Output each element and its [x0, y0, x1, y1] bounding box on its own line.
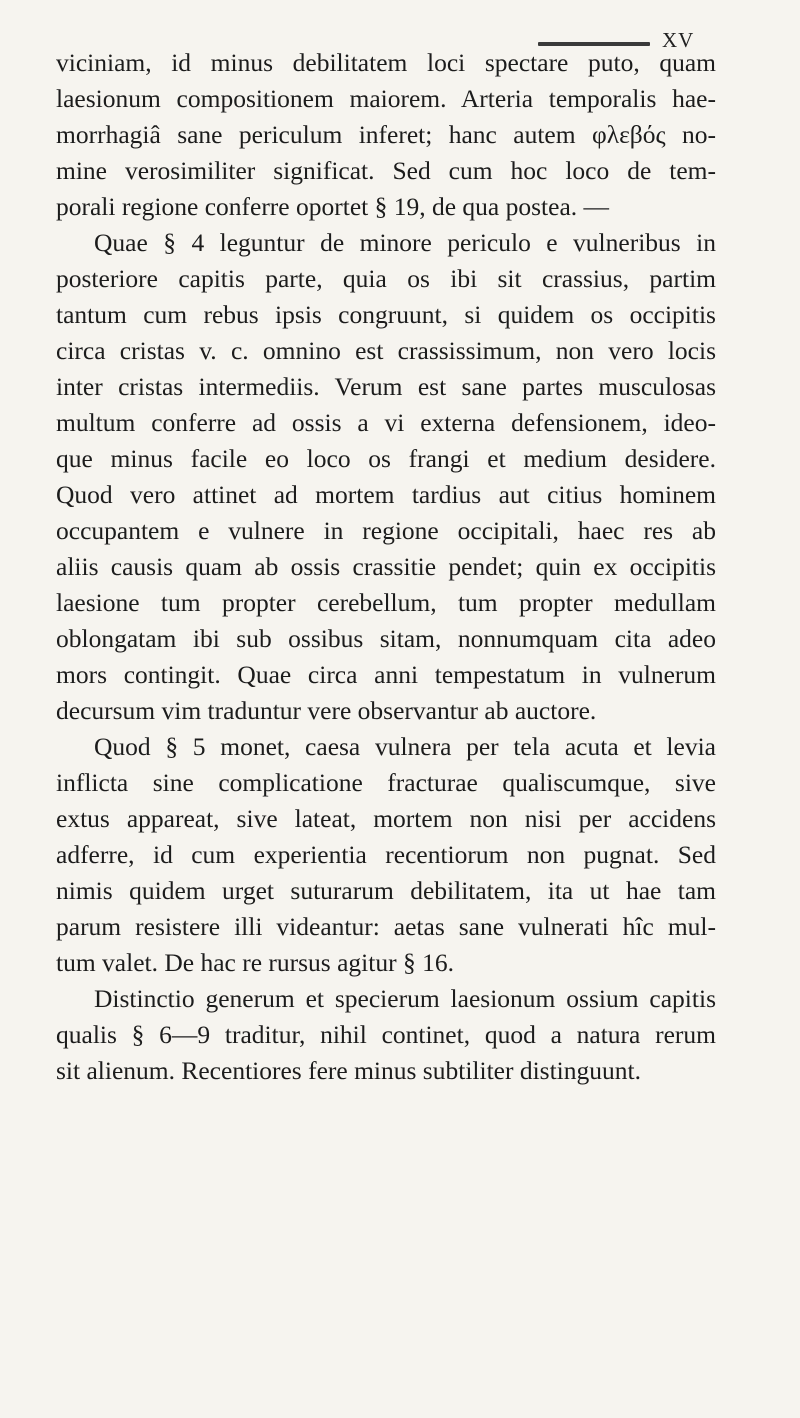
text-line: Quae § 4 leguntur de minore periculo e vulneribus in	[94, 228, 716, 257]
page-number: XV	[662, 28, 695, 52]
text-line: porali regione conferre oportet § 19, de qua postea. —	[56, 192, 610, 221]
text-line: circa cristas v. c. omnino est crassissimum, non vero locis	[56, 336, 716, 365]
text-line: posteriore capitis parte, quia os ibi sit crassius, partim	[56, 264, 716, 293]
text-line: nimis quidem urget suturarum debilitatem, ita ut hae tam	[56, 876, 716, 905]
text-line: multum conferre ad ossis a vi externa defensionem, ideo-	[56, 408, 716, 437]
text-line: oblongatam ibi sub ossibus sitam, nonnumquam cita adeo	[56, 624, 716, 653]
text-line: sit alienum. Recentiores fere minus subtiliter distinguunt.	[56, 1056, 641, 1085]
text-line: parum resistere illi videantur: aetas sane vulnerati hîc mul-	[56, 912, 716, 941]
text-line: morrhagiâ sane periculum inferet; hanc autem φλεβός no-	[56, 120, 716, 149]
text-line: Distinctio generum et specierum laesionum ossium capitis	[94, 984, 716, 1013]
text-line: tum valet. De hac re rursus agitur § 16.	[56, 948, 454, 977]
text-line: laesione tum propter cerebellum, tum propter medullam	[56, 588, 716, 617]
text-line: mors contingit. Quae circa anni tempestatum in vulnerum	[56, 660, 716, 689]
text-line: aliis causis quam ab ossis crassitie pendet; quin ex occipitis	[56, 552, 716, 581]
text-line: mine verosimiliter significat. Sed cum hoc loco de tem-	[56, 156, 716, 185]
text-line: que minus facile eo loco os frangi et medium desidere.	[56, 444, 716, 473]
text-line: decursum vim traduntur vere observantur ab auctore.	[56, 696, 597, 725]
text-line: Quod vero attinet ad mortem tardius aut citius hominem	[56, 480, 716, 509]
text-line: adferre, id cum experientia recentiorum non pugnat. Sed	[56, 840, 716, 869]
text-line: occupantem e vulnere in regione occipitali, haec res ab	[56, 516, 716, 545]
text-line: qualis § 6—9 traditur, nihil continet, quod a natura rerum	[56, 1020, 716, 1049]
text-line: inter cristas intermediis. Verum est sane partes musculosas	[56, 372, 716, 401]
text-line: laesionum compositionem maiorem. Arteria temporalis hae-	[56, 84, 716, 113]
text-line: tantum cum rebus ipsis congruunt, si quidem os occipitis	[56, 300, 716, 329]
text-line: inflicta sine complicatione fracturae qualiscumque, sive	[56, 768, 716, 797]
text-line: viciniam, id minus debilitatem loci spectare puto, quam	[56, 48, 716, 77]
text-line: extus appareat, sive lateat, mortem non nisi per accidens	[56, 804, 716, 833]
text-line: Quod § 5 monet, caesa vulnera per tela acuta et levia	[94, 732, 716, 761]
